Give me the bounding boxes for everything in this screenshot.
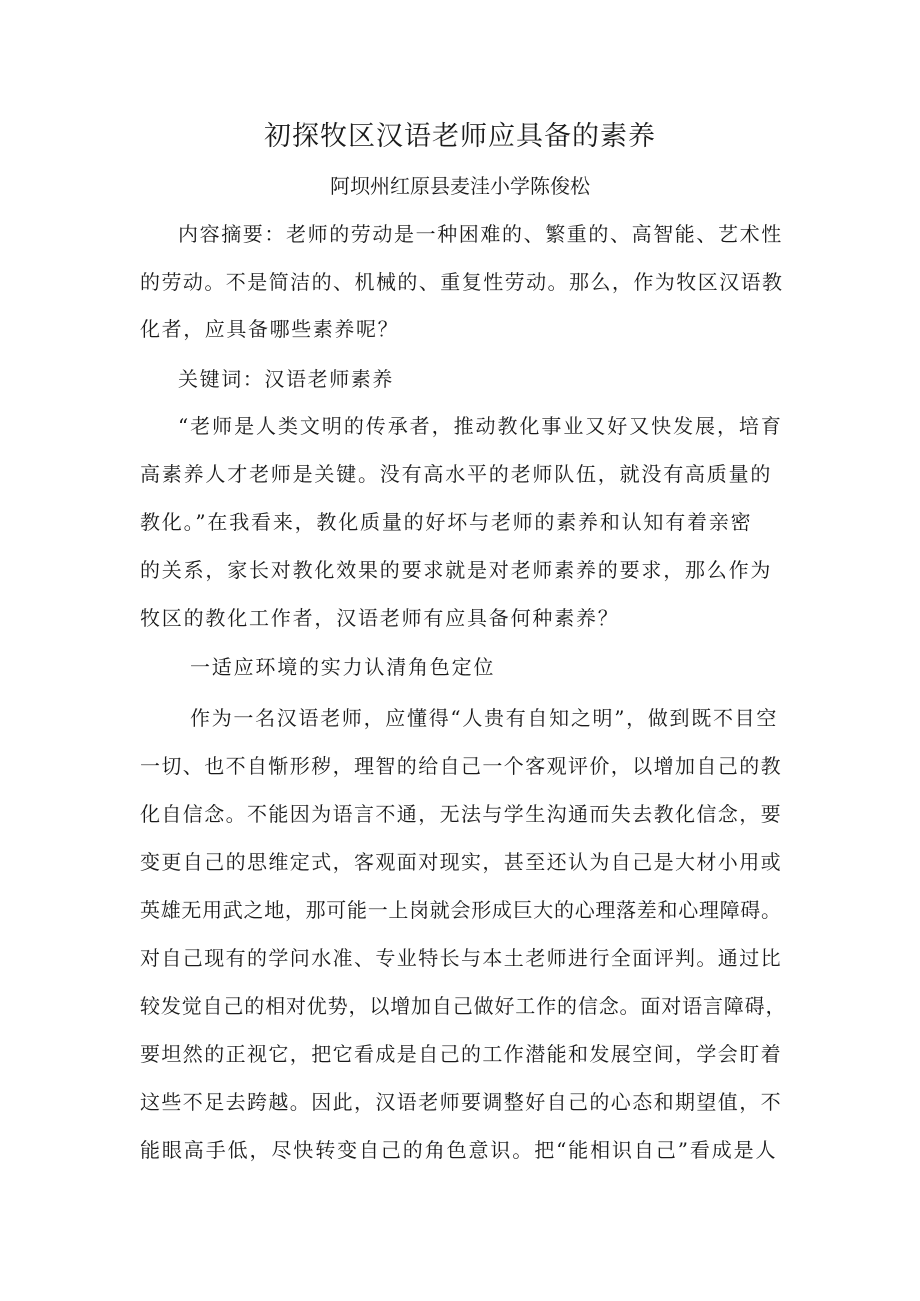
- body-line: 一切、也不自惭形秽，理智的给自己一个客观评价，以增加自己的教: [140, 754, 782, 778]
- body-line: 变更自己的思维定式，客观面对现实，甚至还认为自己是大材小用或: [140, 850, 782, 874]
- body-line: 能眼高手低，尽快转变自己的角色意识。把“能相识自己”看成是人: [140, 1138, 778, 1162]
- body-line: 教化。”在我看来，教化质量的好坏与老师的素养和认知有着亲密: [140, 510, 753, 534]
- body-line: 作为一名汉语老师，应懂得“人贵有自知之明”，做到既不目空: [190, 706, 779, 730]
- abstract-line: 内容摘要：老师的劳动是一种困难的、繁重的、高智能、艺术性: [178, 222, 783, 246]
- author-line: 阿坝州红原县麦洼小学陈俊松: [330, 174, 590, 198]
- body-line: “老师是人类文明的传承者，推动教化事业又好又快发展，培育: [178, 414, 783, 438]
- body-line: 的关系，家长对教化效果的要求就是对老师素养的要求，那么作为: [140, 558, 773, 582]
- document-title: 初探牧区汉语老师应具备的素养: [264, 121, 656, 152]
- body-line: 高素养人才老师是关键。没有高水平的老师队伍，就没有高质量的: [140, 462, 773, 486]
- abstract-line: 化者，应具备哪些素养呢？: [140, 317, 400, 341]
- abstract-line: 的劳动。不是简洁的、机械的、重复性劳动。那么，作为牧区汉语教: [140, 270, 784, 294]
- body-line: 较发觉自己的相对优势，以增加自己做好工作的信念。面对语言障碍，: [140, 994, 787, 1018]
- body-line: 对自己现有的学问水准、专业特长与本土老师进行全面评判。通过比: [140, 946, 782, 970]
- body-line: 英雄无用武之地，那可能一上岗就会形成巨大的心理落差和心理障碍。: [140, 898, 782, 922]
- section-heading: 一适应环境的实力认清角色定位: [190, 655, 496, 679]
- body-line: 要坦然的正视它，把它看成是自己的工作潜能和发展空间，学会盯着: [140, 1042, 782, 1066]
- body-line: 这些不足去跨越。因此，汉语老师要调整好自己的心态和期望值，不: [140, 1090, 782, 1114]
- body-line: 牧区的教化工作者，汉语老师有应具备何种素养？: [140, 606, 620, 630]
- keywords-line: 关键词：汉语老师素养: [178, 367, 394, 391]
- body-line: 化自信念。不能因为语言不通，无法与学生沟通而失去教化信念，要: [140, 802, 782, 826]
